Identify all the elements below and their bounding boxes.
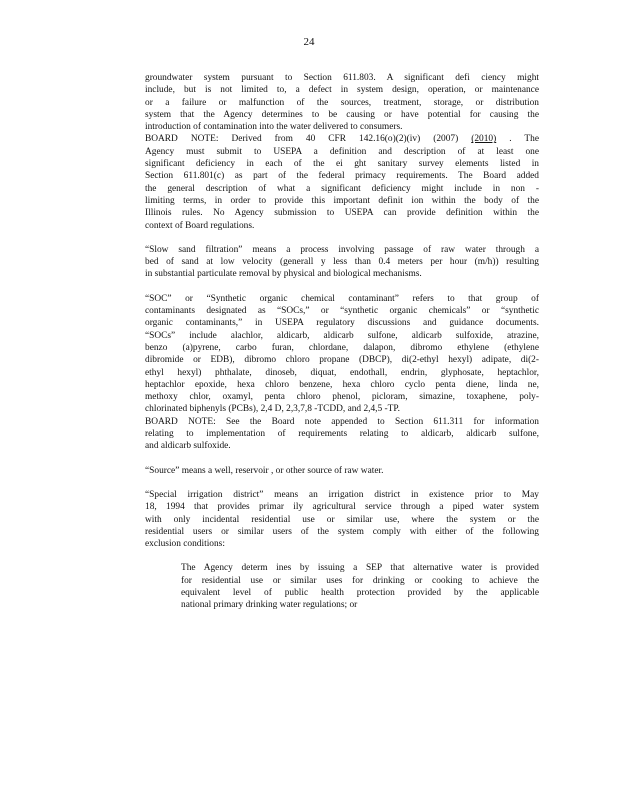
text-line: dibromide or EDB), dibromo chloro propane (DBCP), di(2-ethyl hexyl) adipate, di(2- [145, 355, 539, 366]
text-line: significant deficiency in each of the ei ght sanitary survey elements listed in [145, 159, 539, 170]
text-line: and aldicarb sulfoxide. [145, 441, 231, 452]
text-line: “Slow sand filtration” means a process involving passage of raw water through a [145, 244, 539, 255]
text-line: contaminants designated as “SOCs,” or “synthetic organic chemicals” or “synthetic [145, 306, 539, 317]
paragraph-soc [145, 293, 539, 453]
text-line: “Source” means a well, reservoir , or other source of raw water. [145, 465, 384, 476]
text-line: bed of sand at low velocity (generall y less than 0.4 meters per hour (m/h)) resulting [145, 257, 539, 268]
text-line: in substantial particulate removal by physical and biological mechanisms. [145, 269, 422, 280]
board-note-line [145, 133, 539, 145]
text-line: Illinois rules. No Agency submission to USEPA can provide definition within the [145, 208, 539, 219]
text-line: The Agency determ ines by issuing a SEP that alternative water is provided [181, 563, 539, 574]
paragraph-slow-sand-filtration [145, 244, 539, 281]
paragraph-significant-deficiency [145, 72, 539, 232]
text-line: “SOC” or “Synthetic organic chemical contaminant” refers to that group of [145, 293, 539, 304]
text-line: residential users or similar users of the system comply with either of the following [145, 526, 539, 537]
text-line: heptachlor epoxide, hexa chloro benzene, hexa chloro cyclo penta diene, linda ne, [145, 379, 539, 390]
text-line: methoxy chlor, oxamyl, penta chloro phenol, picloram, simazine, toxaphene, poly- [145, 392, 539, 403]
page-number: 24 [303, 36, 315, 48]
text-line: benzo (a)pyrene, carbo furan, chlordane, dalapon, dibromo ethylene (ethylene [145, 342, 539, 353]
text-line: or a failure or malfunction of the sources, treatment, storage, or distribution [145, 97, 539, 108]
text-line: chlorinated biphenyls (PCBs), 2,4 D, 2,3,7,8 -TCDD, and 2,4,5 -TP. [145, 404, 400, 415]
paragraph-special-irrigation-district [145, 489, 539, 550]
paragraph-source [145, 465, 539, 477]
text-line: context of Board regulations. [145, 220, 255, 231]
text-line: ethyl hexyl) phthalate, dinoseb, diquat, endothall, endrin, glyphosate, heptachlor, [145, 367, 539, 378]
board-note-text: BOARD NOTE: Derived from 40 CFR 142.16(o)(2)(iv) (2007) [145, 134, 472, 145]
text-line: the general description of what a significant deficiency might include in non - [145, 183, 539, 194]
text-line: groundwater system pursuant to Section 611.803. A significant defi ciency might [145, 73, 539, 83]
text-line: system that the Agency determines to be causing or have potential for causing the [145, 109, 539, 120]
text-line: 18, 1994 that provides primar ily agricultural service through a piped water system [145, 502, 539, 513]
text-line: for residential use or similar uses for drinking or cooking to achieve the [181, 575, 539, 586]
text-line: introduction of contamination into the water delivered to consumers. [145, 122, 403, 133]
underlined-year: (2010) [471, 134, 497, 145]
text-line: “SOCs” include alachlor, aldicarb, aldicarb sulfone, aldicarb sulfoxide, atrazine, [145, 330, 539, 341]
paragraph-exclusion-condition [181, 562, 539, 611]
text-line: Agency must submit to USEPA a definition and description of at least one [145, 146, 539, 157]
text-line: exclusion conditions: [145, 539, 225, 550]
text-line: include, but is not limited to, a defect in system design, operation, or maintenance [145, 85, 539, 96]
text-line: national primary drinking water regulations; or [181, 600, 358, 611]
document-body [145, 72, 539, 612]
text-line: organic contaminants,” in USEPA regulatory discussions and guidance documents. [145, 318, 539, 329]
board-note-text-end: . The [496, 134, 539, 145]
text-line: limiting terms, in order to provide this important definit ion within the body of the [145, 195, 539, 206]
text-line: relating to implementation of requirements relating to aldicarb, aldicarb sulfone, [145, 429, 539, 440]
text-line: equivalent level of public health protection provided by the applicable [181, 587, 539, 598]
text-line: BOARD NOTE: See the Board note appended to Section 611.311 for information [145, 416, 539, 427]
text-line: Section 611.801(c) as part of the federal primacy requirements. The Board added [145, 171, 539, 182]
text-line: “Special irrigation district” means an irrigation district in existence prior to May [145, 489, 539, 500]
text-line: with only incidental residential use or similar use, where the system or the [145, 514, 539, 525]
